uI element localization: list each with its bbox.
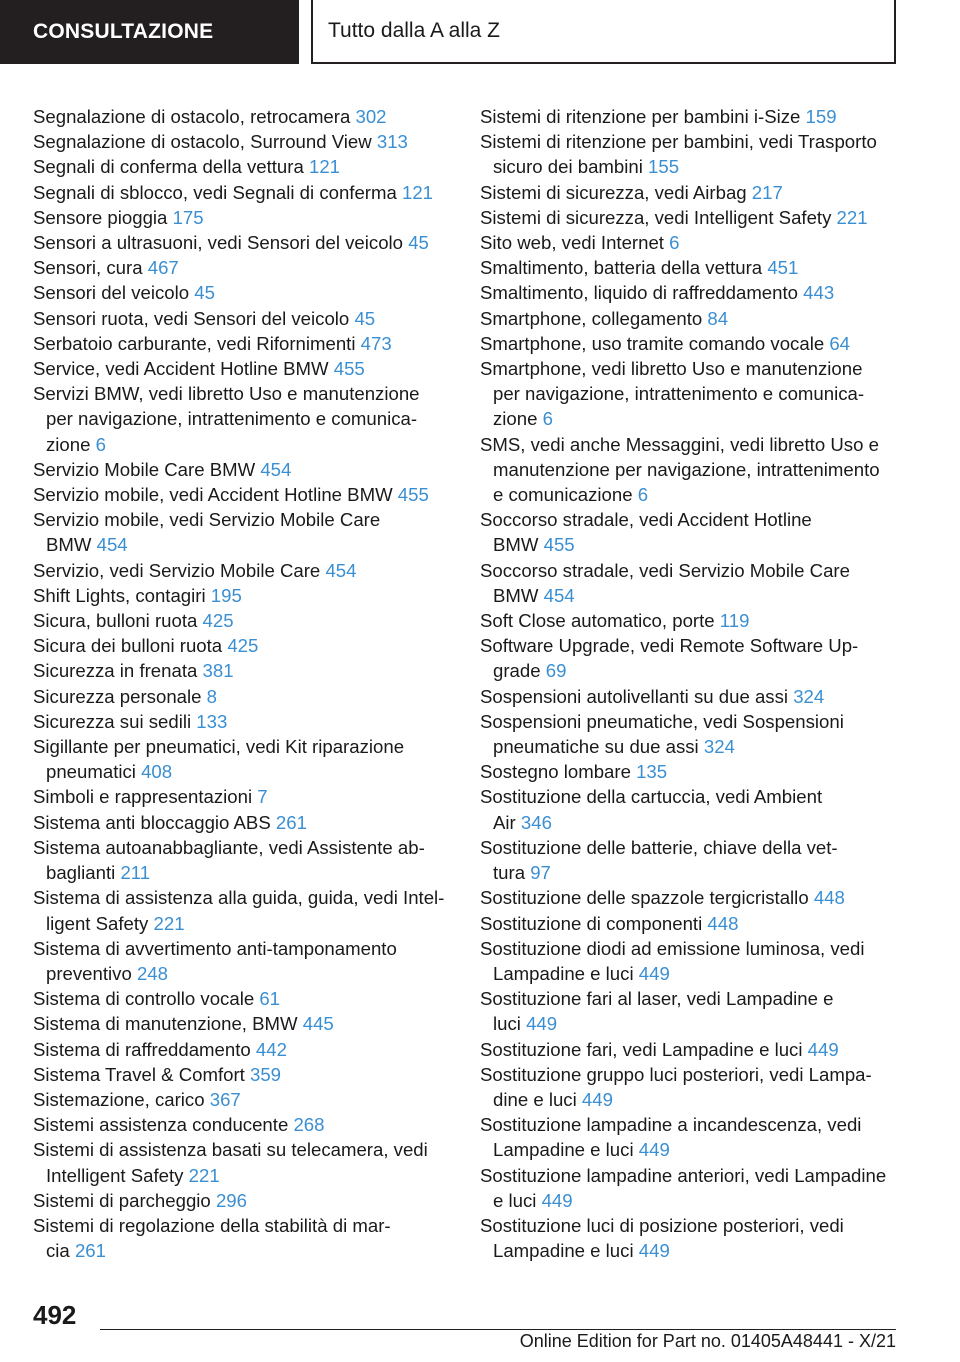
index-entry bbox=[480, 633, 905, 683]
page-reference-link[interactable]: 195 bbox=[210, 584, 242, 606]
index-entry-text: Lampadine e luci bbox=[493, 1139, 634, 1161]
index-entry-text: Sistemi di sicurezza, vedi Intelligent Safety bbox=[480, 206, 832, 228]
page-reference-link[interactable]: 211 bbox=[120, 862, 151, 884]
footer-divider bbox=[100, 1329, 896, 1330]
page-reference-link[interactable]: 473 bbox=[360, 332, 392, 354]
index-entry bbox=[33, 205, 453, 230]
index-entry bbox=[33, 784, 453, 809]
page-reference-link[interactable]: 443 bbox=[803, 282, 835, 304]
index-entry-text: Soft Close automatico, porte bbox=[480, 610, 715, 632]
index-entry bbox=[33, 129, 453, 154]
index-entry bbox=[33, 482, 453, 507]
page-number: 492 bbox=[33, 1300, 77, 1330]
index-column-left bbox=[33, 104, 453, 1263]
page-reference-link[interactable]: 449 bbox=[638, 962, 670, 984]
index-entry-text: zione bbox=[46, 433, 91, 455]
index-entry-text: Servizio mobile, vedi Servizio Mobile Care bbox=[33, 509, 381, 531]
page-reference-link[interactable]: 217 bbox=[751, 181, 783, 203]
index-entry-text: Sistema anti bloccaggio ABS bbox=[33, 811, 271, 833]
index-entry-text: BMW bbox=[493, 534, 539, 556]
page-reference-link[interactable]: 84 bbox=[707, 307, 729, 329]
page-reference-link[interactable]: 221 bbox=[188, 1164, 220, 1186]
page-reference-link[interactable]: 135 bbox=[636, 761, 668, 783]
index-entry-text: per navigazione, intrattenimento e comunica- bbox=[46, 408, 418, 430]
page-reference-link[interactable]: 6 bbox=[669, 232, 680, 254]
index-entry bbox=[480, 784, 905, 834]
page-reference-link[interactable]: 175 bbox=[172, 206, 204, 228]
index-entry-text: preventivo bbox=[46, 962, 132, 984]
index-entry-text: Sostituzione della cartuccia, vedi Ambient bbox=[480, 786, 823, 808]
index-entry-text: Sistema di controllo vocale bbox=[33, 988, 255, 1010]
index-entry-text: Lampadine e luci bbox=[493, 1240, 634, 1262]
index-entry bbox=[33, 255, 453, 280]
index-entry bbox=[33, 633, 453, 658]
index-entry bbox=[480, 306, 905, 331]
page-reference-link[interactable]: 454 bbox=[96, 534, 128, 556]
index-entry-text: Intelligent Safety bbox=[46, 1164, 184, 1186]
page-reference-link[interactable]: 261 bbox=[74, 1240, 106, 1262]
index-entry bbox=[33, 180, 453, 205]
index-entry bbox=[33, 810, 453, 835]
page-reference-link[interactable]: 121 bbox=[402, 181, 434, 203]
index-entry-text: Segnalazione di ostacolo, Surround View bbox=[33, 131, 372, 153]
index-entry-text: pneumatici bbox=[46, 761, 136, 783]
page-reference-link[interactable]: 324 bbox=[793, 685, 825, 707]
index-entry bbox=[33, 1087, 453, 1112]
index-entry-text: BMW bbox=[493, 584, 539, 606]
index-entry-text: cia bbox=[46, 1240, 70, 1262]
index-entry-text: Sistemi di ritenzione per bambini, vedi Trasporto bbox=[480, 131, 877, 153]
index-entry bbox=[480, 1037, 905, 1062]
index-entry-text: Sensori a ultrasuoni, vedi Sensori del veicolo bbox=[33, 232, 404, 254]
index-entry bbox=[33, 1062, 453, 1087]
index-entry-text: sicuro dei bambini bbox=[493, 156, 643, 178]
page-reference-link[interactable]: 449 bbox=[807, 1038, 839, 1060]
index-entry-text: Sistema Travel & Comfort bbox=[33, 1063, 245, 1085]
index-entry-text: Software Upgrade, vedi Remote Software Up- bbox=[480, 635, 859, 657]
index-entry-text: Sostituzione delle batterie, chiave della vet- bbox=[480, 836, 838, 858]
index-entry bbox=[480, 1112, 905, 1162]
footer-edition: Online Edition for Part no. 01405A48441 - X/21 bbox=[519, 1331, 896, 1351]
index-entry bbox=[480, 835, 905, 885]
index-entry bbox=[33, 558, 453, 583]
index-entry-text: baglianti bbox=[46, 862, 116, 884]
index-entry bbox=[480, 180, 905, 205]
index-entry bbox=[480, 709, 905, 759]
page-reference-link[interactable]: 313 bbox=[376, 131, 408, 153]
index-entry bbox=[33, 331, 453, 356]
page-reference-link[interactable]: 449 bbox=[526, 1013, 558, 1035]
index-entry-text: Sistema di assistenza alla guida, guida, vedi Intel- bbox=[33, 887, 445, 909]
page-reference-link[interactable]: 45 bbox=[354, 307, 376, 329]
page-reference-link[interactable]: 455 bbox=[397, 484, 429, 506]
index-entry bbox=[480, 684, 905, 709]
index-entry bbox=[33, 1037, 453, 1062]
index-entry bbox=[33, 230, 453, 255]
index-entry-text: Servizi BMW, vedi libretto Uso e manutenzione bbox=[33, 383, 420, 405]
index-entry bbox=[33, 885, 453, 935]
index-entry-text: Sospensioni autolivellanti su due assi bbox=[480, 685, 789, 707]
index-entry bbox=[480, 230, 905, 255]
index-entry-text: Sostituzione delle spazzole tergicristallo bbox=[480, 887, 809, 909]
index-entry bbox=[33, 280, 453, 305]
index-entry-text: Smaltimento, liquido di raffreddamento bbox=[480, 282, 798, 304]
chapter-title: Tutto dalla A alla Z bbox=[311, 0, 896, 64]
index-entry-text: Sostituzione fari, vedi Lampadine e luci bbox=[480, 1038, 803, 1060]
index-entry-text: Sospensioni pneumatiche, vedi Sospensioni bbox=[480, 710, 844, 732]
index-entry bbox=[480, 1163, 905, 1213]
index-entry-text: Sostituzione diodi ad emissione luminosa, vedi bbox=[480, 937, 865, 959]
index-entry-text: Sistemi di parcheggio bbox=[33, 1189, 211, 1211]
index-entry-text: Sensori ruota, vedi Sensori del veicolo bbox=[33, 307, 350, 329]
page-reference-link[interactable]: 97 bbox=[530, 862, 551, 884]
index-entry-text: Sistemi assistenza conducente bbox=[33, 1114, 289, 1136]
index-entry-text: Smartphone, uso tramite comando vocale bbox=[480, 332, 825, 354]
page-reference-link[interactable]: 449 bbox=[581, 1088, 613, 1110]
index-entry bbox=[33, 936, 453, 986]
page-reference-link[interactable]: 324 bbox=[703, 736, 735, 758]
index-entry-text: Sostegno lombare bbox=[480, 761, 631, 783]
index-entry bbox=[33, 104, 453, 129]
page-reference-link[interactable]: 449 bbox=[541, 1189, 573, 1211]
index-entry-text: Servizio Mobile Care BMW bbox=[33, 458, 256, 480]
index-entry bbox=[33, 1137, 453, 1187]
index-entry bbox=[480, 507, 905, 557]
page-reference-link[interactable]: 6 bbox=[637, 484, 649, 506]
index-entry-text: Sistemazione, carico bbox=[33, 1088, 205, 1110]
page-reference-link[interactable]: 6 bbox=[95, 433, 106, 455]
index-entry-text: SMS, vedi anche Messaggini, vedi libretto Uso e bbox=[480, 433, 879, 455]
page-reference-link[interactable]: 133 bbox=[196, 710, 228, 732]
index-entry-text: Sostituzione lampadine anteriori, vedi Lampadine bbox=[480, 1164, 887, 1186]
index-entry-text: BMW bbox=[46, 534, 92, 556]
page-reference-link[interactable]: 61 bbox=[259, 988, 281, 1010]
index-entry bbox=[33, 835, 453, 885]
index-entry bbox=[33, 986, 453, 1011]
index-entry-text: Sigillante per pneumatici, vedi Kit riparazione bbox=[33, 736, 405, 758]
index-entry-text: Simboli e rappresentazioni bbox=[33, 786, 253, 808]
page-reference-link[interactable]: 45 bbox=[194, 282, 215, 304]
index-entry bbox=[480, 104, 905, 129]
page-reference-link[interactable]: 248 bbox=[136, 962, 168, 984]
index-entry-text: Sostituzione lampadine a incandescenza, vedi bbox=[480, 1114, 862, 1136]
page-reference-link[interactable]: 159 bbox=[805, 106, 837, 127]
index-entry-text: Sistemi di regolazione della stabilità di mar- bbox=[33, 1214, 391, 1236]
page-header bbox=[0, 0, 960, 66]
page-reference-link[interactable]: 221 bbox=[836, 206, 868, 228]
index-entry-text: Sicura dei bulloni ruota bbox=[33, 635, 223, 657]
index-entry-text: ligent Safety bbox=[46, 912, 149, 934]
page-reference-link[interactable]: 381 bbox=[202, 660, 234, 682]
index-entry bbox=[33, 734, 453, 784]
page-reference-link[interactable]: 6 bbox=[542, 408, 553, 430]
section-tab: CONSULTAZIONE bbox=[0, 0, 299, 64]
index-entry bbox=[480, 1062, 905, 1112]
index-entry-text: Lampadine e luci bbox=[493, 962, 634, 984]
index-entry-text: manutenzione per navigazione, intrattenimento bbox=[493, 458, 880, 480]
page-reference-link[interactable]: 119 bbox=[719, 610, 750, 632]
index-entry bbox=[33, 1112, 453, 1137]
page-reference-link[interactable]: 408 bbox=[141, 761, 173, 783]
index-entry-text: Soccorso stradale, vedi Accident Hotline bbox=[480, 509, 812, 531]
index-entry-text: per navigazione, intrattenimento e comunica- bbox=[493, 383, 865, 405]
index-entry-text: pneumatiche su due assi bbox=[493, 736, 699, 758]
index-entry-text: dine e luci bbox=[493, 1088, 577, 1110]
page-reference-link[interactable]: 455 bbox=[333, 358, 365, 380]
page-reference-link[interactable]: 454 bbox=[325, 559, 357, 581]
page-reference-link[interactable]: 425 bbox=[202, 610, 234, 632]
index-column-right bbox=[480, 104, 905, 1263]
index-entry bbox=[33, 1188, 453, 1213]
index-entry-text: e comunicazione bbox=[493, 484, 633, 506]
index-entry-text: zione bbox=[493, 408, 538, 430]
page-reference-link[interactable]: 69 bbox=[545, 660, 567, 682]
page-reference-link[interactable]: 425 bbox=[227, 635, 259, 657]
index-entry-text: grade bbox=[493, 660, 541, 682]
index-entry-text: Sicurezza in frenata bbox=[33, 660, 198, 682]
page-reference-link[interactable]: 268 bbox=[293, 1114, 325, 1136]
page-reference-link[interactable]: 261 bbox=[275, 811, 307, 833]
page-reference-link[interactable]: 448 bbox=[813, 887, 845, 909]
index-entry-text: Sostituzione gruppo luci posteriori, vedi Lampa- bbox=[480, 1063, 872, 1085]
index-entry-text: Sistemi di ritenzione per bambini i-Size bbox=[480, 106, 801, 127]
index-entry bbox=[480, 280, 905, 305]
index-entry-text: Sensore pioggia bbox=[33, 206, 168, 228]
page-reference-link[interactable]: 302 bbox=[355, 106, 387, 127]
index-entry-text: Sistemi di sicurezza, vedi Airbag bbox=[480, 181, 747, 203]
page-reference-link[interactable]: 445 bbox=[302, 1013, 334, 1035]
page-reference-link[interactable]: 7 bbox=[257, 786, 268, 808]
page-reference-link[interactable]: 467 bbox=[147, 257, 179, 279]
index-entry bbox=[480, 986, 905, 1036]
index-entry bbox=[480, 129, 905, 179]
page-reference-link[interactable]: 296 bbox=[215, 1189, 247, 1211]
index-entry-text: Soccorso stradale, vedi Servizio Mobile Care bbox=[480, 559, 850, 581]
page-reference-link[interactable]: 448 bbox=[707, 912, 739, 934]
index-entry-text: Air bbox=[493, 811, 516, 833]
index-entry-text: Servizio mobile, vedi Accident Hotline BMW bbox=[33, 484, 393, 506]
index-entry bbox=[480, 936, 905, 986]
index-entry bbox=[480, 356, 905, 432]
page-reference-link[interactable]: 221 bbox=[153, 912, 185, 934]
index-entry-text: Sensori, cura bbox=[33, 257, 143, 279]
page-reference-link[interactable]: 442 bbox=[255, 1038, 287, 1060]
index-entry-text: Service, vedi Accident Hotline BMW bbox=[33, 358, 329, 380]
page-reference-link[interactable]: 454 bbox=[543, 584, 575, 606]
page-reference-link[interactable]: 449 bbox=[638, 1139, 670, 1161]
index-entry-text: Smaltimento, batteria della vettura bbox=[480, 257, 763, 279]
index-entry-text: Sostituzione luci di posizione posteriori, vedi bbox=[480, 1214, 844, 1236]
index-entry bbox=[480, 331, 905, 356]
page-reference-link[interactable]: 121 bbox=[308, 156, 341, 178]
index-entry-text: Sicura, bulloni ruota bbox=[33, 610, 198, 632]
index-entry-text: Servizio, vedi Servizio Mobile Care bbox=[33, 559, 321, 581]
index-entry bbox=[33, 583, 453, 608]
index-entry-text: Sensori del veicolo bbox=[33, 282, 190, 304]
index-entry-text: Sistema di avvertimento anti-tamponamento bbox=[33, 937, 397, 959]
index-entry bbox=[33, 507, 453, 557]
index-entry bbox=[480, 608, 905, 633]
index-entry-text: Segnali di sblocco, vedi Segnali di conferma bbox=[33, 181, 397, 203]
index-entry-text: tura bbox=[493, 862, 526, 884]
index-entry-text: Sistema di manutenzione, BMW bbox=[33, 1013, 298, 1035]
index-entry-text: e luci bbox=[493, 1189, 537, 1211]
index-entry-text: Smartphone, vedi libretto Uso e manutenzione bbox=[480, 358, 863, 380]
page-reference-link[interactable]: 45 bbox=[408, 232, 429, 254]
index-entry bbox=[480, 432, 905, 508]
index-entry bbox=[480, 558, 905, 608]
index-entry-text: Sistema autoanabbagliante, vedi Assistente ab- bbox=[33, 836, 425, 858]
page-reference-link[interactable]: 346 bbox=[520, 811, 552, 833]
index-entry-text: Smartphone, collegamento bbox=[480, 307, 703, 329]
index-entry bbox=[480, 255, 905, 280]
index-entry-text: Segnalazione di ostacolo, retrocamera bbox=[33, 106, 351, 127]
index-entry-text: Segnali di conferma della vettura bbox=[33, 156, 304, 178]
index-entry bbox=[33, 1011, 453, 1036]
index-entry bbox=[480, 1213, 905, 1263]
index-entry-text: Sostituzione fari al laser, vedi Lampadine e bbox=[480, 988, 834, 1010]
page-reference-link[interactable]: 451 bbox=[767, 257, 799, 279]
page-reference-link[interactable]: 449 bbox=[638, 1240, 670, 1262]
index-entry bbox=[480, 759, 905, 784]
index-entry-text: Serbatoio carburante, vedi Rifornimenti bbox=[33, 332, 356, 354]
index-entry-text: Sistemi di assistenza basati su telecamera, vedi bbox=[33, 1139, 428, 1161]
index-entry bbox=[480, 885, 905, 910]
index-entry-text: Sicurezza personale bbox=[33, 685, 202, 707]
index-entry-text: Sicurezza sui sedili bbox=[33, 710, 192, 732]
index-entry bbox=[33, 381, 453, 457]
index-entry bbox=[33, 154, 453, 179]
index-entry-text: luci bbox=[493, 1013, 521, 1035]
page-reference-link[interactable]: 454 bbox=[260, 458, 292, 480]
index-entry-text: Sostituzione di componenti bbox=[480, 912, 703, 934]
page-reference-link[interactable]: 8 bbox=[206, 685, 217, 707]
index-entry bbox=[33, 1213, 453, 1263]
index-entry bbox=[33, 306, 453, 331]
index-entry bbox=[33, 684, 453, 709]
index-entry bbox=[33, 457, 453, 482]
index-entry bbox=[33, 356, 453, 381]
page-reference-link[interactable]: 64 bbox=[829, 332, 851, 354]
page-reference-link[interactable]: 359 bbox=[250, 1063, 282, 1085]
index-entry bbox=[33, 709, 453, 734]
index-entry-text: Shift Lights, contagiri bbox=[33, 584, 206, 606]
index-entry bbox=[33, 658, 453, 683]
index-entry bbox=[480, 911, 905, 936]
page-reference-link[interactable]: 455 bbox=[543, 534, 575, 556]
index-entry-text: Sito web, vedi Internet bbox=[480, 232, 664, 254]
page-reference-link[interactable]: 367 bbox=[209, 1088, 241, 1110]
index-entry-text: Sistema di raffreddamento bbox=[33, 1038, 251, 1060]
index-entry bbox=[480, 205, 905, 230]
page-reference-link[interactable]: 155 bbox=[648, 156, 680, 178]
index-entry bbox=[33, 608, 453, 633]
